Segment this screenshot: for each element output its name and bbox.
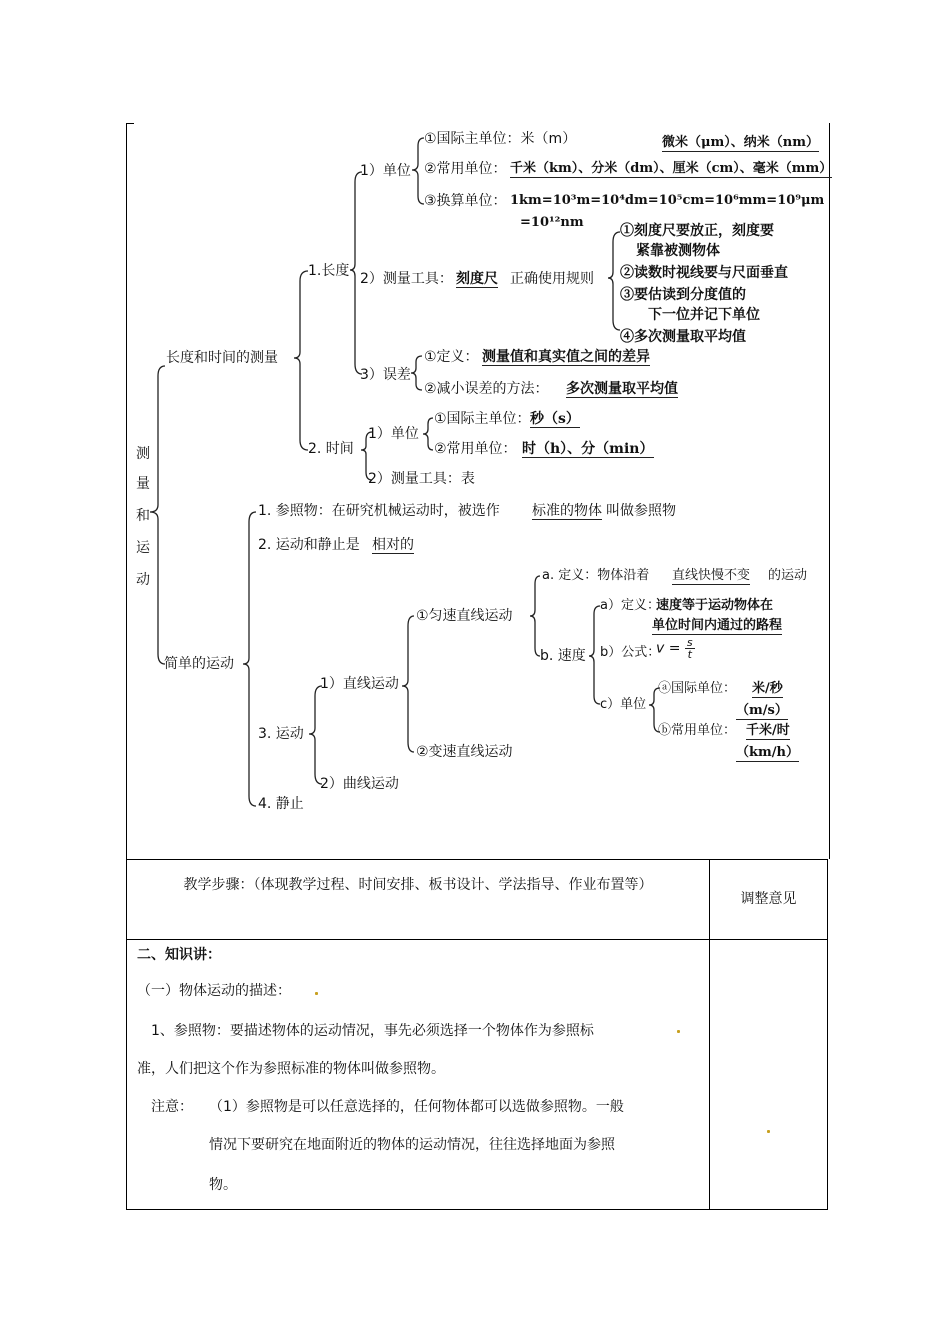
time-common: 时（h）、分（min） (522, 441, 654, 457)
time-si-label: ①国际主单位： (434, 411, 531, 427)
speed-def-label: a）定义： (600, 598, 660, 613)
lesson-content-row (126, 939, 828, 1210)
relative-a: 2. 运动和静止是 (258, 537, 360, 553)
length-unit-title: 1）单位 (360, 163, 411, 179)
rule-1a: ①刻度尺要放正，刻度要 (620, 223, 774, 239)
rule-2: ②读数时视线要与尺面垂直 (620, 265, 788, 281)
length-common-label: ②常用单位： (424, 161, 507, 177)
formula-denominator: t (687, 648, 692, 661)
error-title: 3）误差 (360, 367, 411, 383)
error-reduce: 多次测量取平均值 (566, 381, 678, 397)
error-def: 测量值和真实值之间的差异 (482, 349, 650, 365)
common-unit-2: （km/h） (736, 745, 799, 760)
error-reduce-label: ②减小误差的方法： (424, 381, 549, 397)
teaching-steps-row (126, 859, 828, 940)
length-extra-units: 微米（μm）、纳米（nm） (662, 135, 819, 150)
root-char-2: 量 (136, 476, 150, 492)
speck (315, 992, 318, 995)
speed-def-1: 速度等于运动物体在 (656, 598, 774, 613)
si-unit-1: 米/秒 (752, 681, 783, 696)
paragraph-1b: 准，人们把这个作为参照标准的物体叫做参照物。 (137, 1061, 445, 1077)
time-tool: 2）测量工具：表 (368, 471, 475, 487)
tool-name: 刻度尺 (456, 271, 498, 287)
movement-title: 3. 运动 (258, 726, 304, 742)
uniform-motion: ①匀速直线运动 (416, 608, 513, 624)
concept-map (126, 123, 833, 859)
curve-motion: 2）曲线运动 (320, 776, 399, 792)
time-common-label: ②常用单位： (434, 441, 517, 457)
lesson-content-cell (127, 940, 710, 1209)
note-line-b: 情况下要研究在地面附近的物体的运动情况，往往选择地面为参照 (209, 1137, 615, 1153)
length-title: 1.长度 (308, 263, 350, 279)
length-common-units: 千米（km）、分米（dm）、厘米（cm）、毫米（mm） (510, 161, 833, 176)
rule-4: ④多次测量取平均值 (620, 329, 746, 345)
linear-motion: 1）直线运动 (320, 676, 399, 692)
ref-b: 标准的物体 (532, 503, 602, 519)
paragraph-1a: 1、参照物：要描述物体的运动情况，事先必须选择一个物体作为参照标 (151, 1023, 594, 1039)
tool-rules-title: 正确使用规则 (510, 271, 594, 287)
measurement-title: 长度和时间的测量 (166, 350, 278, 366)
root-char-4: 运 (136, 540, 150, 556)
speed-def-2: 单位时间内通过的路程 (652, 618, 783, 633)
common-unit-label: ⓑ常用单位： (658, 723, 737, 738)
note-label: 注意： (151, 1099, 193, 1115)
uniform-def-b: 直线快慢不变 (672, 568, 751, 583)
time-si: 秒（s） (530, 411, 580, 427)
rule-3b: 下一位并记下单位 (648, 307, 760, 323)
note-line-c: 物。 (209, 1177, 237, 1193)
uniform-def-a: a. 定义：物体沿着 (542, 568, 650, 583)
time-title: 2. 时间 (308, 441, 354, 457)
variable-motion: ②变速直线运动 (416, 744, 513, 760)
formula-fraction (685, 637, 695, 660)
formula-lhs: v = (656, 640, 681, 657)
rest: 4. 静止 (258, 796, 304, 812)
motion-title: 简单的运动 (164, 656, 234, 672)
tool-title: 2）测量工具： (360, 271, 453, 287)
length-convert-1: 1km=10³m=10⁴dm=10⁵cm=10⁶mm=10⁹μm (510, 193, 825, 208)
rule-1b: 紧靠被测物体 (636, 243, 720, 259)
speed-title: b. 速度 (540, 648, 586, 664)
time-unit-title: 1）单位 (368, 426, 419, 442)
length-si-unit: ①国际主单位：米（m） (424, 131, 577, 147)
root-char-3: 和 (136, 508, 150, 524)
root-char-5: 动 (136, 572, 150, 588)
teaching-steps-cell (127, 860, 710, 939)
speck (767, 1130, 770, 1133)
formula-label: b）公式： (600, 645, 661, 660)
common-unit-1: 千米/时 (746, 723, 790, 738)
note-line-a: （1）参照物是可以任意选择的，任何物体都可以选做参照物。一般 (209, 1099, 624, 1115)
length-convert-2: =10¹²nm (520, 215, 584, 230)
speck (677, 1030, 680, 1033)
uniform-def-c: 的运动 (768, 568, 808, 583)
section-heading: 二、知识讲： (137, 947, 221, 963)
root-char-1: 测 (136, 446, 150, 462)
error-def-label: ①定义： (424, 349, 479, 365)
si-unit-label: ⓐ国际单位： (658, 681, 737, 696)
speed-formula (656, 637, 695, 660)
ref-c: 叫做参照物 (606, 503, 676, 519)
si-unit-2: （m/s） (736, 703, 788, 718)
subsection-title: （一）物体运动的描述： (137, 983, 291, 999)
relative-b: 相对的 (372, 537, 414, 553)
rule-3a: ③要估读到分度值的 (620, 287, 746, 303)
adjustment-label: 调整意见 (740, 891, 797, 907)
formula-numerator: s (686, 636, 693, 649)
ref-a: 1. 参照物：在研究机械运动时，被选作 (258, 503, 500, 519)
teaching-steps-label: 教学步骤：（体现教学过程、时间安排、板书设计、学法指导、作业布置等） (183, 877, 653, 893)
length-convert-label: ③换算单位： (424, 193, 507, 209)
unit-label: c）单位 (600, 697, 647, 712)
